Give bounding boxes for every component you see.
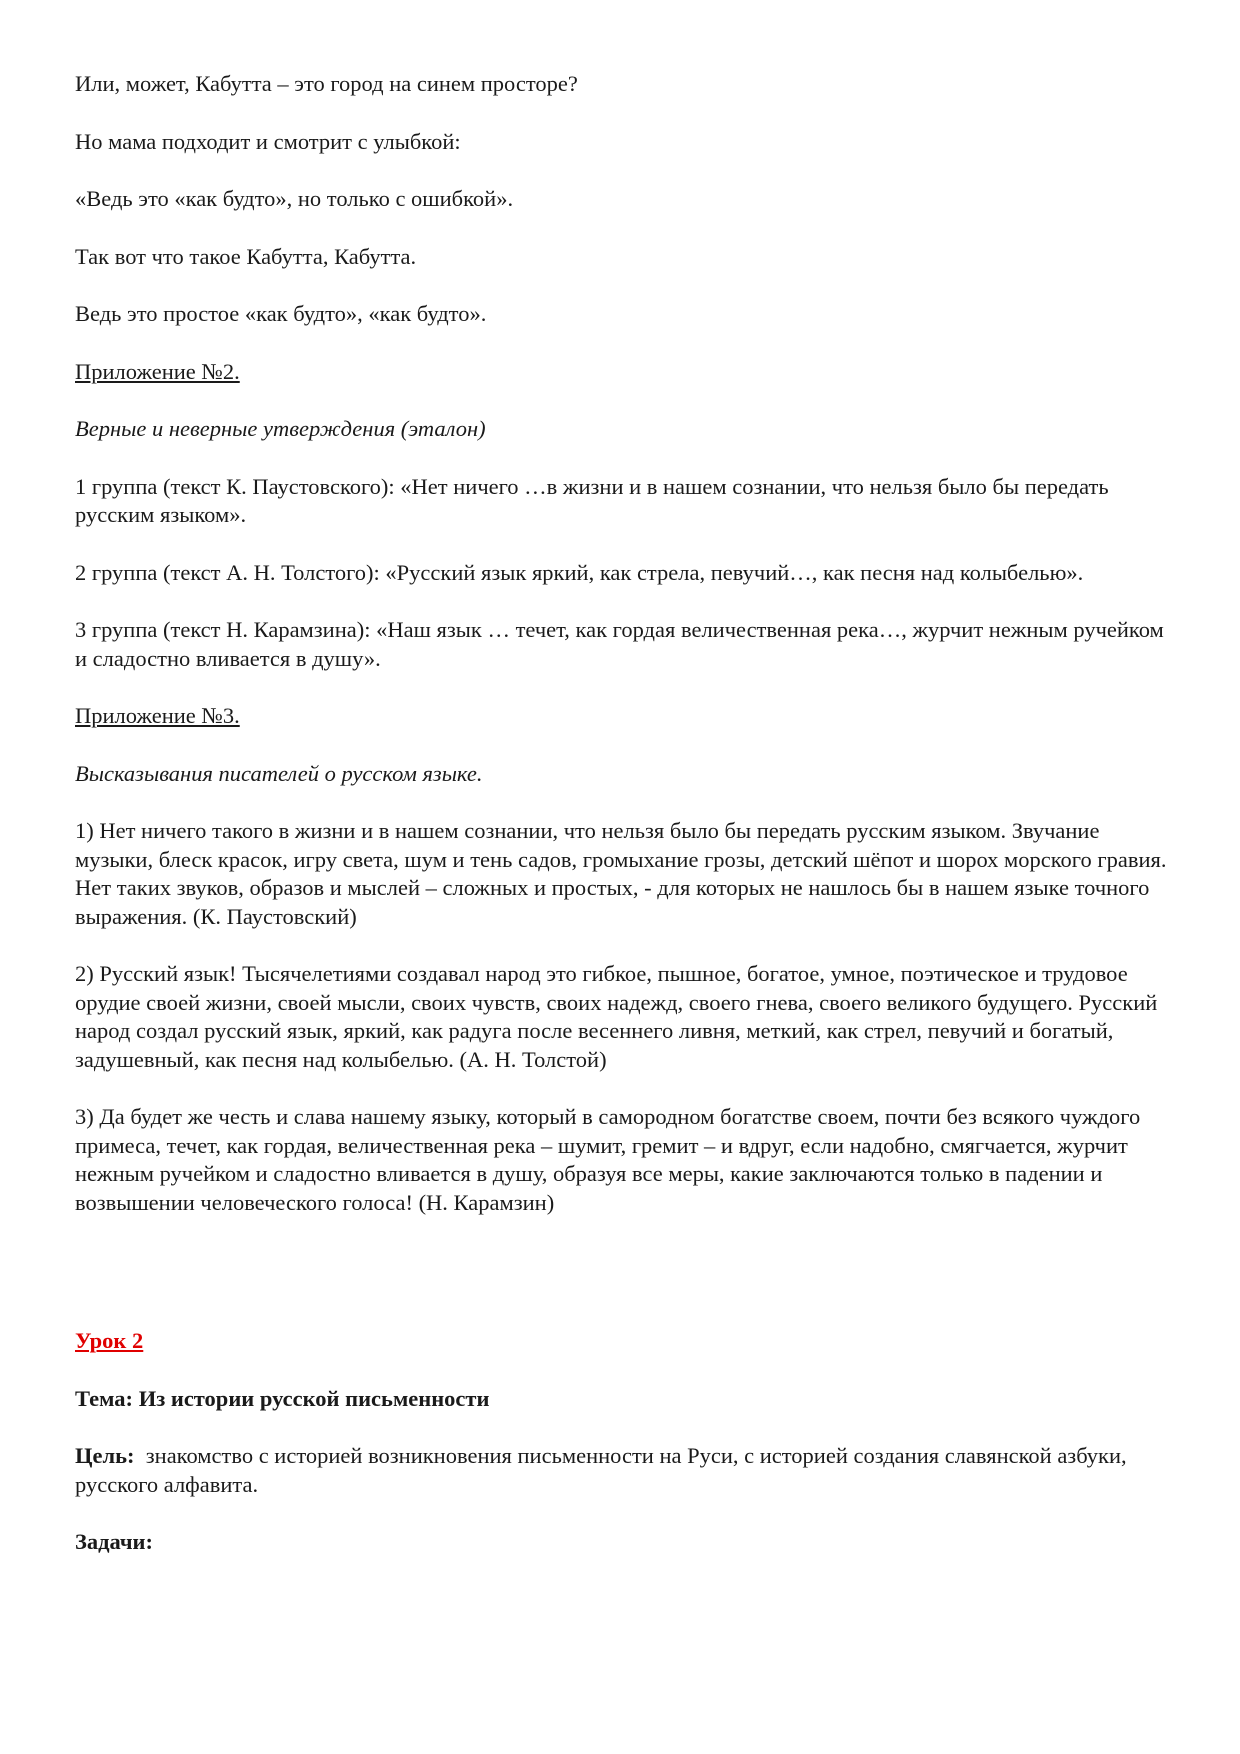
lesson-theme (75, 1385, 1175, 1414)
poem-line-5: Ведь это простое «как будто», «как будто». (75, 301, 487, 326)
quote-karamzin: 3) Да будет же честь и слава нашему языку, который в самородном богатстве своем, почти без всякого чуждого примеса, течет, как гордая, величественная река – шумит, гремит – и вдруг, если надобно, смягчается, журчит нежным ручейком и сладостно вливается в душу, образуя все меры, какие заключаются только в падении и возвышении человеческого голоса! (Н. Карамзин) (75, 1104, 1141, 1215)
quote-tolstoy: 2) Русский язык! Тысячелетиями создавал народ это гибкое, пышное, богатое, умное, поэтическое и трудовое орудие своей жизни, своей мысли, своих чувств, своих надежд, своего гнева, своего великого будущего. Русский народ создал русский язык, яркий, как радуга после весеннего ливня, меткий, как стрел, певучий и богатый, задушевный, как песня над колыбелью. (А. Н. Толстой) (75, 961, 1158, 1072)
poem-line-2: Но мама подходит и смотрит с улыбкой: (75, 128, 461, 154)
lesson-goal (75, 1442, 1175, 1499)
appendix-3-heading: Приложение №3. (75, 703, 240, 728)
appendix-3-subtitle: Высказывания писателей о русском языке. (75, 760, 483, 786)
group-1-statement: 1 группа (текст К. Паустовского): «Нет ничего …в жизни и в нашем сознании, что нельзя было бы передать русским языком». (75, 473, 1109, 527)
poem-line-4: Так вот что такое Кабутта, Кабутта. (75, 243, 417, 269)
tasks-label: Задачи: (75, 1529, 154, 1554)
poem-line-3: «Ведь это «как будто», но только с ошибкой». (75, 186, 514, 211)
document-page (75, 70, 1175, 1586)
group-2-statement: 2 группа (текст А. Н. Толстого): «Русский язык яркий, как стрела, певучий…, как песня над колыбелью». (75, 559, 1084, 585)
quote-paustovsky: 1) Нет ничего такого в жизни и в нашем сознании, что нельзя было бы передать русским языком. Звучание музыки, блеск красок, игру света, шум и тень садов, громыхание грозы, детский шёпот и шорох морского гравия. Нет таких звуков, образов и мыслей – сложных и простых, - для которых не нашлось бы в нашем языке точного выражения. (К. Паустовский) (75, 818, 1167, 929)
theme-text: Из истории русской письменности (138, 1385, 490, 1411)
goal-text: знакомство с историей возникновения письменности на Руси, с историей создания славянской азбуки, русского алфавита. (75, 1443, 1127, 1497)
theme-label: Тема: (75, 1385, 134, 1411)
lesson-title: Урок 2 (75, 1328, 144, 1353)
appendix-2-subtitle: Верные и неверные утверждения (эталон) (75, 416, 486, 441)
appendix-2-heading: Приложение №2. (75, 358, 240, 384)
poem-line-1: Или, может, Кабутта – это город на синем просторе? (75, 71, 578, 96)
section-spacer (75, 1246, 1175, 1327)
group-3-statement: 3 группа (текст Н. Карамзина): «Наш язык … течет, как гордая величественная река…, журчит нежным ручейком и сладостно вливается в душу». (75, 617, 1164, 671)
goal-label: Цель: (75, 1443, 135, 1468)
